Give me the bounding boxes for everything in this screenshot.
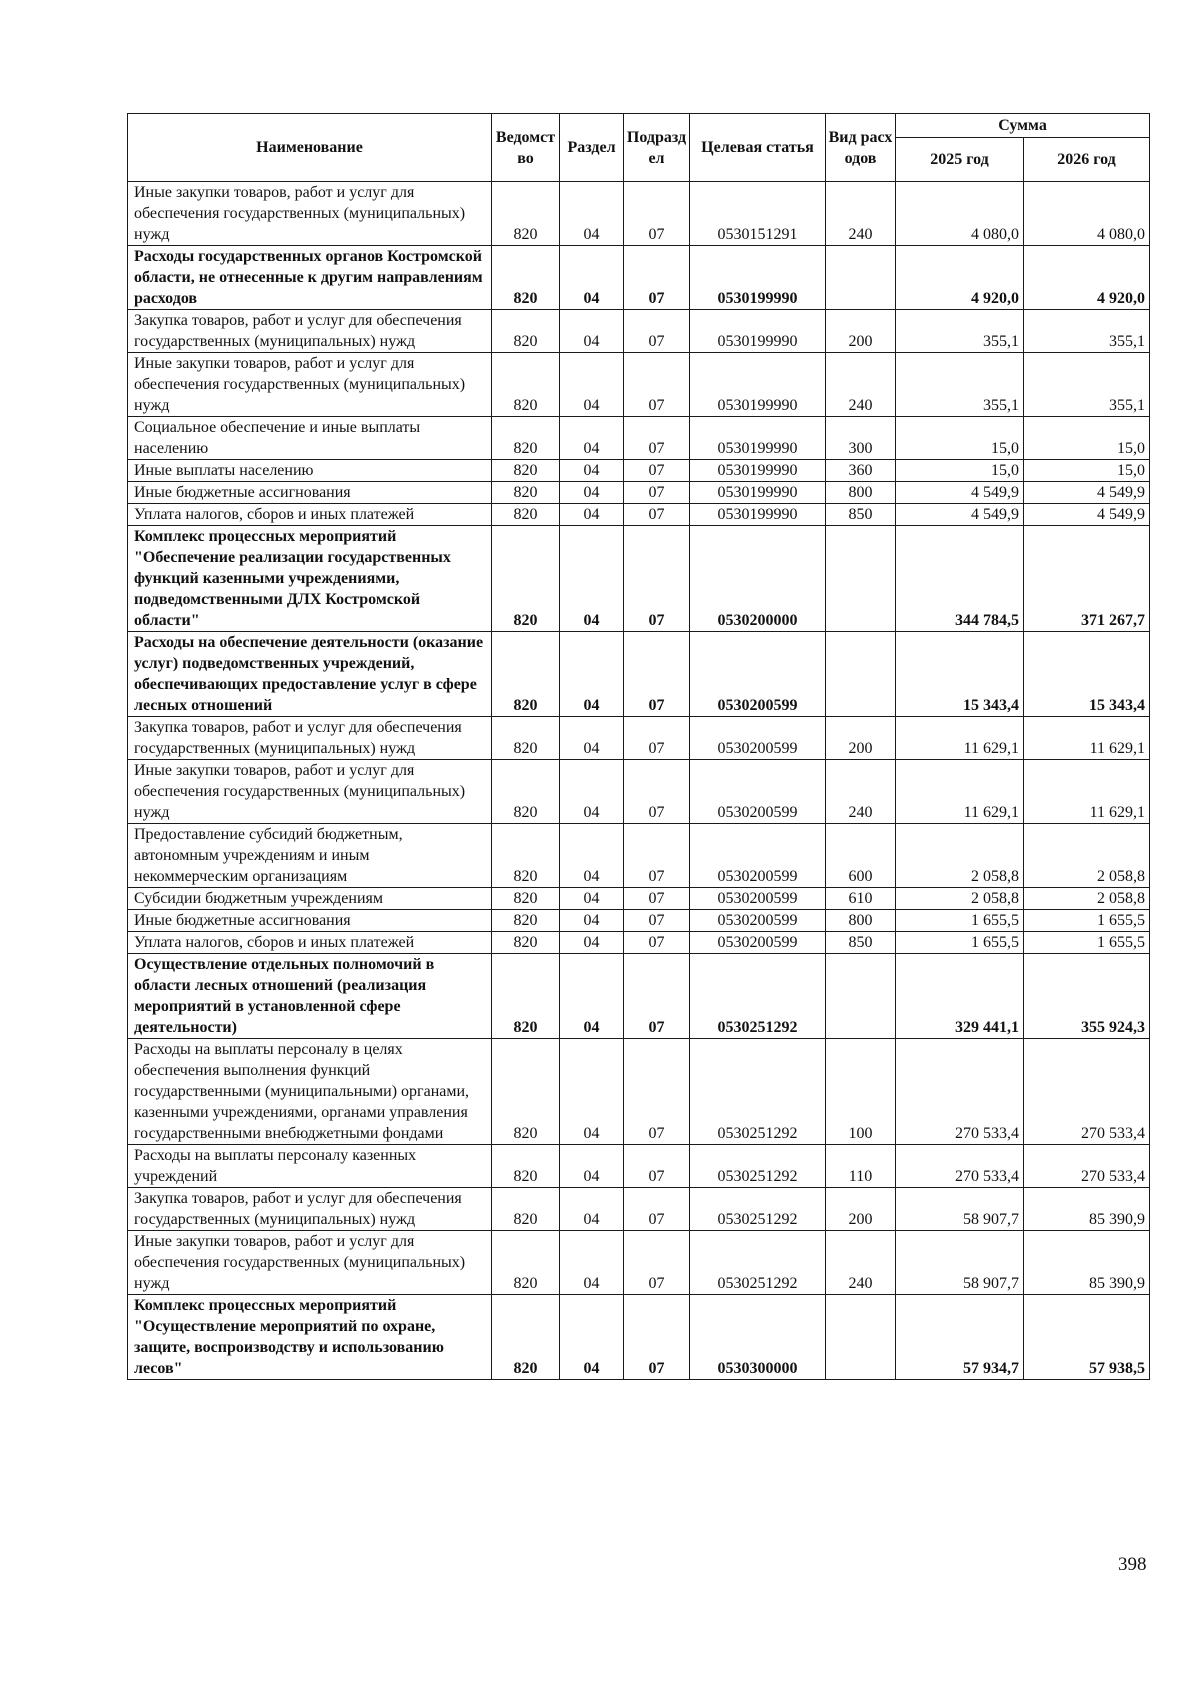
row-sum-2026: 4 080,0 (1024, 182, 1150, 246)
row-sum-2026: 270 533,4 (1024, 1039, 1150, 1145)
row-kind: 850 (826, 932, 896, 954)
row-target: 0530251292 (690, 954, 826, 1039)
row-section: 04 (560, 910, 624, 932)
table-row (128, 504, 1150, 526)
row-name: Иные выплаты населению (128, 460, 492, 482)
row-target: 0530200599 (690, 632, 826, 717)
row-sum-2026: 355,1 (1024, 310, 1150, 353)
header-subsection: Подраздел (624, 114, 690, 182)
row-name: Иные закупки товаров, работ и услуг для обеспечения государственных (муниципальных) нужд (128, 182, 492, 246)
header-sum: Сумма (896, 114, 1150, 138)
row-kind (826, 1295, 896, 1380)
row-dept: 820 (492, 1145, 560, 1188)
row-dept: 820 (492, 932, 560, 954)
row-subsection: 07 (624, 932, 690, 954)
row-kind (826, 954, 896, 1039)
row-sum-2026: 57 938,5 (1024, 1295, 1150, 1380)
row-section: 04 (560, 482, 624, 504)
header-section: Раздел (560, 114, 624, 182)
row-sum-2025: 4 080,0 (896, 182, 1024, 246)
row-name: Закупка товаров, работ и услуг для обеспечения государственных (муниципальных) нужд (128, 310, 492, 353)
header-dept: Ведомство (492, 114, 560, 182)
row-target: 0530200599 (690, 760, 826, 824)
row-target: 0530200599 (690, 910, 826, 932)
row-section: 04 (560, 310, 624, 353)
row-dept: 820 (492, 717, 560, 760)
row-kind: 240 (826, 1231, 896, 1295)
table-row (128, 1295, 1150, 1380)
row-dept: 820 (492, 910, 560, 932)
row-name: Комплекс процессных мероприятий "Обеспечение реализации государственных функций казенными учреждениями, подведомственными ДЛХ Костромской области" (128, 526, 492, 632)
row-sum-2026: 270 533,4 (1024, 1145, 1150, 1188)
budget-table (127, 113, 1150, 1380)
row-kind: 240 (826, 353, 896, 417)
row-dept: 820 (492, 1295, 560, 1380)
row-subsection: 07 (624, 1295, 690, 1380)
row-sum-2025: 270 533,4 (896, 1145, 1024, 1188)
table-row (128, 310, 1150, 353)
row-kind: 850 (826, 504, 896, 526)
row-sum-2026: 85 390,9 (1024, 1231, 1150, 1295)
row-section: 04 (560, 1231, 624, 1295)
table-row (128, 246, 1150, 310)
row-kind (826, 246, 896, 310)
row-dept: 820 (492, 760, 560, 824)
table-row (128, 1231, 1150, 1295)
row-section: 04 (560, 1295, 624, 1380)
row-dept: 820 (492, 182, 560, 246)
row-target: 0530200599 (690, 932, 826, 954)
row-sum-2025: 355,1 (896, 310, 1024, 353)
row-name: Предоставление субсидий бюджетным, автономным учреждениям и иным некоммерческим организациям (128, 824, 492, 888)
row-name: Иные закупки товаров, работ и услуг для обеспечения государственных (муниципальных) нужд (128, 353, 492, 417)
row-name: Расходы на выплаты персоналу казенных учреждений (128, 1145, 492, 1188)
row-kind: 360 (826, 460, 896, 482)
row-subsection: 07 (624, 824, 690, 888)
row-name: Иные закупки товаров, работ и услуг для обеспечения государственных (муниципальных) нужд (128, 1231, 492, 1295)
row-section: 04 (560, 182, 624, 246)
row-sum-2026: 11 629,1 (1024, 760, 1150, 824)
header-kind: Вид расходов (826, 114, 896, 182)
row-sum-2026: 11 629,1 (1024, 717, 1150, 760)
row-dept: 820 (492, 632, 560, 717)
row-target: 0530200599 (690, 824, 826, 888)
row-name: Социальное обеспечение и иные выплаты населению (128, 417, 492, 460)
row-kind: 200 (826, 310, 896, 353)
page-number: 398 (1118, 1554, 1147, 1575)
row-name: Комплекс процессных мероприятий "Осуществление мероприятий по охране, защите, воспроизводству и использованию лесов" (128, 1295, 492, 1380)
row-kind: 240 (826, 760, 896, 824)
row-name: Иные бюджетные ассигнования (128, 910, 492, 932)
table-row (128, 1188, 1150, 1231)
row-dept: 820 (492, 460, 560, 482)
row-section: 04 (560, 353, 624, 417)
row-dept: 820 (492, 417, 560, 460)
row-section: 04 (560, 1145, 624, 1188)
row-target: 0530300000 (690, 1295, 826, 1380)
row-sum-2025: 1 655,5 (896, 910, 1024, 932)
row-sum-2026: 4 549,9 (1024, 504, 1150, 526)
table-row (128, 954, 1150, 1039)
row-sum-2026: 355,1 (1024, 353, 1150, 417)
row-section: 04 (560, 760, 624, 824)
row-dept: 820 (492, 1188, 560, 1231)
row-sum-2026: 371 267,7 (1024, 526, 1150, 632)
row-sum-2026: 15,0 (1024, 460, 1150, 482)
row-subsection: 07 (624, 504, 690, 526)
row-name: Осуществление отдельных полномочий в области лесных отношений (реализация мероприятий в установленной сфере деятельности) (128, 954, 492, 1039)
row-subsection: 07 (624, 954, 690, 1039)
row-sum-2025: 4 549,9 (896, 482, 1024, 504)
table-row (128, 888, 1150, 910)
row-name: Уплата налогов, сборов и иных платежей (128, 932, 492, 954)
row-sum-2025: 15,0 (896, 460, 1024, 482)
row-sum-2025: 2 058,8 (896, 888, 1024, 910)
table-row (128, 932, 1150, 954)
row-subsection: 07 (624, 460, 690, 482)
row-kind: 300 (826, 417, 896, 460)
row-kind: 600 (826, 824, 896, 888)
row-section: 04 (560, 1039, 624, 1145)
row-section: 04 (560, 504, 624, 526)
row-sum-2026: 1 655,5 (1024, 932, 1150, 954)
row-kind: 200 (826, 717, 896, 760)
row-name: Расходы на обеспечение деятельности (оказание услуг) подведомственных учреждений, обеспечивающих предоставление услуг в сфере лесных отношений (128, 632, 492, 717)
row-section: 04 (560, 246, 624, 310)
table-body (128, 182, 1150, 1380)
header-name: Наименование (128, 114, 492, 182)
row-target: 0530151291 (690, 182, 826, 246)
row-subsection: 07 (624, 246, 690, 310)
table-row (128, 482, 1150, 504)
row-sum-2025: 2 058,8 (896, 824, 1024, 888)
row-sum-2025: 57 934,7 (896, 1295, 1024, 1380)
row-target: 0530199990 (690, 460, 826, 482)
row-subsection: 07 (624, 310, 690, 353)
row-sum-2025: 1 655,5 (896, 932, 1024, 954)
table-row (128, 182, 1150, 246)
row-dept: 820 (492, 954, 560, 1039)
row-subsection: 07 (624, 1231, 690, 1295)
header-year-2025: 2025 год (896, 138, 1024, 182)
table-header (128, 114, 1150, 182)
table-row (128, 824, 1150, 888)
header-year-2026: 2026 год (1024, 138, 1150, 182)
row-sum-2026: 2 058,8 (1024, 824, 1150, 888)
row-subsection: 07 (624, 1145, 690, 1188)
row-name: Расходы на выплаты персоналу в целях обеспечения выполнения функций государственными (муниципальными) органами, казенными учреждениями, органами управления государственными внебюджетными фондами (128, 1039, 492, 1145)
row-target: 0530251292 (690, 1188, 826, 1231)
row-sum-2026: 4 549,9 (1024, 482, 1150, 504)
row-kind: 100 (826, 1039, 896, 1145)
row-subsection: 07 (624, 526, 690, 632)
row-target: 0530199990 (690, 482, 826, 504)
header-target: Целевая статья (690, 114, 826, 182)
row-section: 04 (560, 954, 624, 1039)
table-row (128, 632, 1150, 717)
row-subsection: 07 (624, 182, 690, 246)
row-kind (826, 526, 896, 632)
row-kind: 110 (826, 1145, 896, 1188)
row-name: Закупка товаров, работ и услуг для обеспечения государственных (муниципальных) нужд (128, 1188, 492, 1231)
row-sum-2025: 11 629,1 (896, 760, 1024, 824)
row-sum-2026: 355 924,3 (1024, 954, 1150, 1039)
row-kind: 800 (826, 482, 896, 504)
table-row (128, 353, 1150, 417)
row-section: 04 (560, 888, 624, 910)
row-dept: 820 (492, 888, 560, 910)
row-dept: 820 (492, 1039, 560, 1145)
row-sum-2025: 11 629,1 (896, 717, 1024, 760)
row-sum-2026: 15,0 (1024, 417, 1150, 460)
row-sum-2025: 15,0 (896, 417, 1024, 460)
row-section: 04 (560, 717, 624, 760)
row-dept: 820 (492, 482, 560, 504)
row-kind (826, 632, 896, 717)
row-target: 0530251292 (690, 1145, 826, 1188)
table-row (128, 1145, 1150, 1188)
row-kind: 200 (826, 1188, 896, 1231)
table-row (128, 760, 1150, 824)
row-kind: 610 (826, 888, 896, 910)
row-sum-2025: 329 441,1 (896, 954, 1024, 1039)
table-row (128, 460, 1150, 482)
row-section: 04 (560, 632, 624, 717)
row-dept: 820 (492, 246, 560, 310)
row-subsection: 07 (624, 632, 690, 717)
row-name: Субсидии бюджетным учреждениям (128, 888, 492, 910)
row-target: 0530199990 (690, 246, 826, 310)
row-dept: 820 (492, 1231, 560, 1295)
row-sum-2025: 15 343,4 (896, 632, 1024, 717)
row-sum-2025: 58 907,7 (896, 1231, 1024, 1295)
row-name: Расходы государственных органов Костромской области, не отнесенные к другим направлениям расходов (128, 246, 492, 310)
row-subsection: 07 (624, 760, 690, 824)
table-row (128, 1039, 1150, 1145)
row-target: 0530199990 (690, 504, 826, 526)
row-section: 04 (560, 417, 624, 460)
row-subsection: 07 (624, 1039, 690, 1145)
row-target: 0530251292 (690, 1231, 826, 1295)
row-kind: 240 (826, 182, 896, 246)
row-dept: 820 (492, 824, 560, 888)
row-sum-2026: 1 655,5 (1024, 910, 1150, 932)
row-target: 0530251292 (690, 1039, 826, 1145)
row-target: 0530199990 (690, 353, 826, 417)
row-subsection: 07 (624, 717, 690, 760)
row-sum-2025: 58 907,7 (896, 1188, 1024, 1231)
table-row (128, 910, 1150, 932)
row-dept: 820 (492, 504, 560, 526)
row-sum-2025: 4 920,0 (896, 246, 1024, 310)
row-section: 04 (560, 1188, 624, 1231)
row-subsection: 07 (624, 353, 690, 417)
table-row (128, 417, 1150, 460)
row-name: Уплата налогов, сборов и иных платежей (128, 504, 492, 526)
row-section: 04 (560, 824, 624, 888)
row-sum-2026: 85 390,9 (1024, 1188, 1150, 1231)
row-subsection: 07 (624, 910, 690, 932)
row-sum-2025: 4 549,9 (896, 504, 1024, 526)
row-target: 0530199990 (690, 417, 826, 460)
row-sum-2025: 270 533,4 (896, 1039, 1024, 1145)
row-name: Иные бюджетные ассигнования (128, 482, 492, 504)
row-sum-2026: 15 343,4 (1024, 632, 1150, 717)
row-section: 04 (560, 932, 624, 954)
row-name: Иные закупки товаров, работ и услуг для обеспечения государственных (муниципальных) нужд (128, 760, 492, 824)
row-sum-2026: 4 920,0 (1024, 246, 1150, 310)
row-sum-2026: 2 058,8 (1024, 888, 1150, 910)
row-dept: 820 (492, 310, 560, 353)
row-sum-2025: 344 784,5 (896, 526, 1024, 632)
table-row (128, 526, 1150, 632)
row-subsection: 07 (624, 417, 690, 460)
row-sum-2025: 355,1 (896, 353, 1024, 417)
row-subsection: 07 (624, 888, 690, 910)
row-subsection: 07 (624, 1188, 690, 1231)
row-subsection: 07 (624, 482, 690, 504)
row-kind: 800 (826, 910, 896, 932)
row-dept: 820 (492, 353, 560, 417)
row-section: 04 (560, 526, 624, 632)
row-name: Закупка товаров, работ и услуг для обеспечения государственных (муниципальных) нужд (128, 717, 492, 760)
row-dept: 820 (492, 526, 560, 632)
row-target: 0530200000 (690, 526, 826, 632)
row-section: 04 (560, 460, 624, 482)
row-target: 0530200599 (690, 888, 826, 910)
row-target: 0530200599 (690, 717, 826, 760)
row-target: 0530199990 (690, 310, 826, 353)
table-row (128, 717, 1150, 760)
